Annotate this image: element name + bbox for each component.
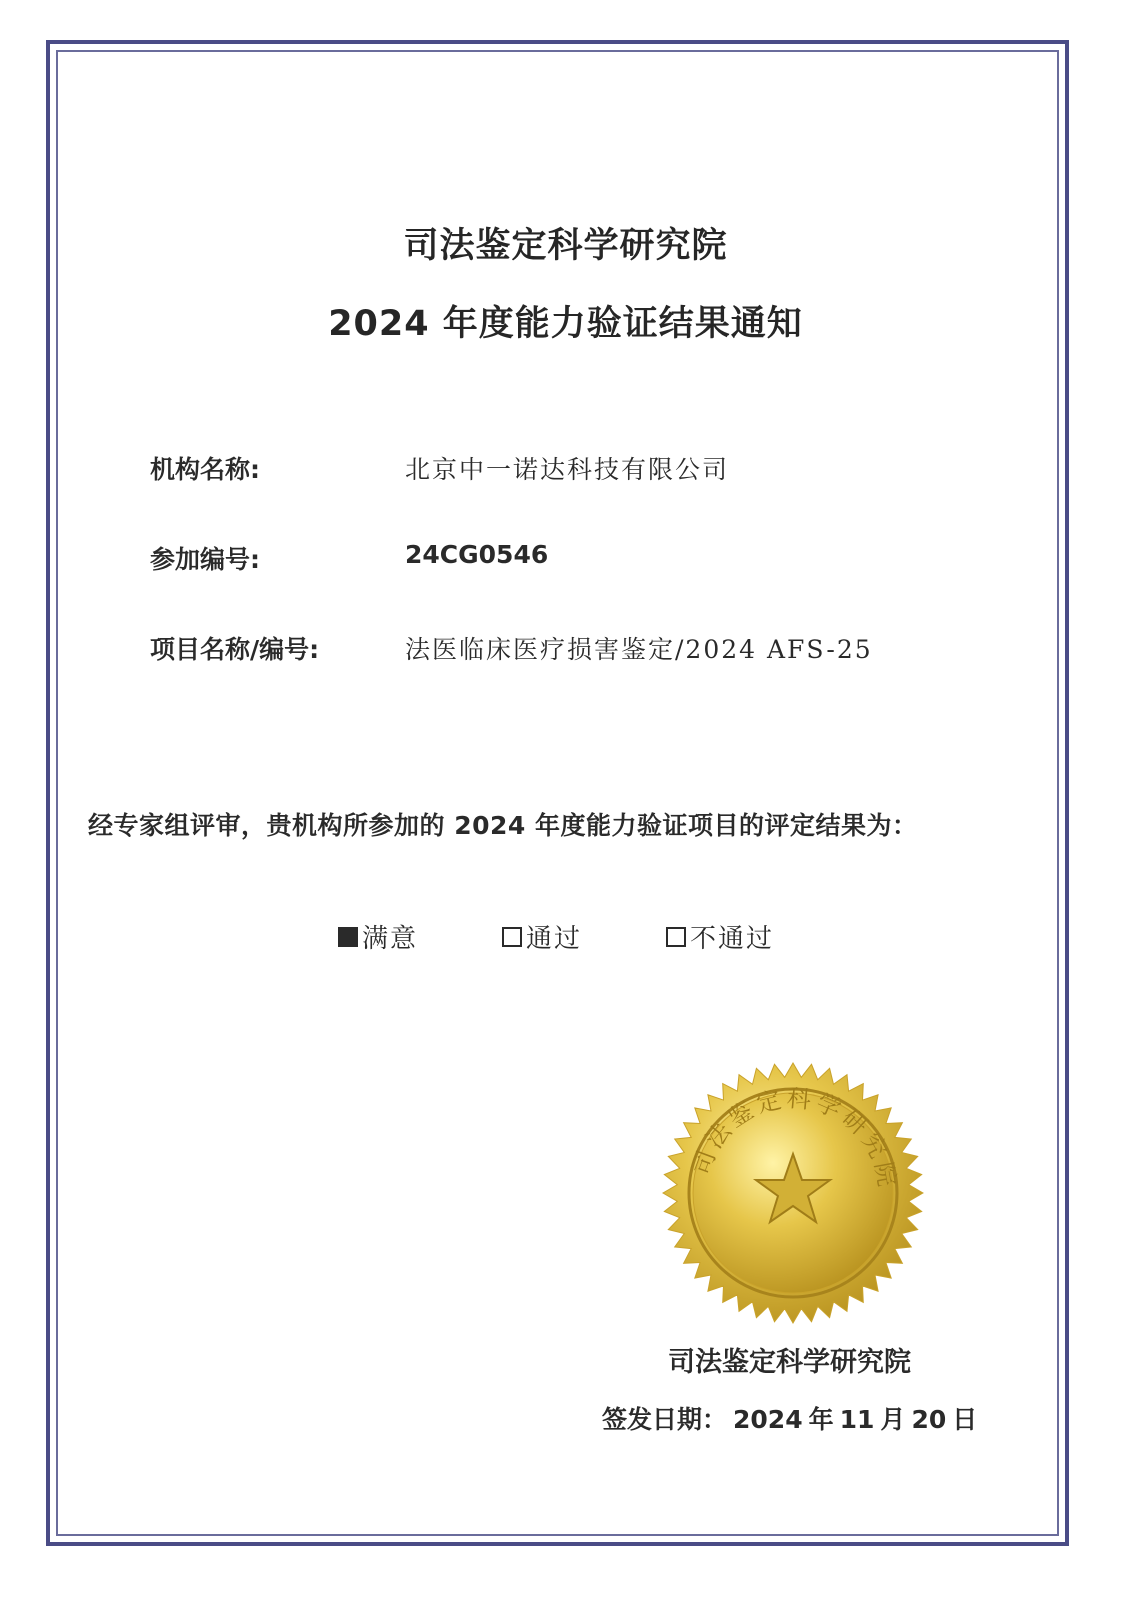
empty-box-icon — [666, 927, 686, 947]
project-label: 项目名称/编号: — [150, 635, 320, 664]
project-value: 法医临床医疗损害鉴定/2024 AFS-25 — [405, 635, 873, 664]
participant-id-value: 24CG0546 — [405, 540, 549, 569]
result-option-label: 满意 — [362, 924, 419, 954]
result-option-fail — [666, 918, 774, 955]
institute-title: 司法鉴定科学研究院 — [403, 226, 728, 266]
org-name-value: 北京中一诺达科技有限公司 — [405, 455, 730, 484]
checked-box-icon — [338, 927, 358, 947]
participant-id-label: 参加编号: — [150, 545, 260, 574]
result-option-pass — [502, 918, 582, 955]
date-day-unit: 日 — [952, 1405, 978, 1434]
date-month: 11 — [839, 1405, 875, 1434]
notice-title: 2024 年度能力验证结果通知 — [328, 304, 803, 344]
issue-date — [602, 1400, 977, 1436]
result-option-satisfactory — [338, 918, 418, 955]
date-year: 2024 — [733, 1405, 803, 1434]
seal-text: 司法鉴定科学研究院 — [686, 1084, 902, 1193]
date-month-unit: 月 — [880, 1405, 906, 1434]
result-option-label: 通过 — [526, 924, 583, 954]
date-day: 20 — [911, 1405, 947, 1434]
signer-name: 司法鉴定科学研究院 — [668, 1347, 911, 1378]
result-option-label: 不通过 — [690, 924, 775, 954]
gold-seal-icon — [662, 1062, 924, 1324]
empty-box-icon — [502, 927, 522, 947]
org-name-label: 机构名称: — [150, 455, 260, 484]
date-year-unit: 年 — [808, 1405, 834, 1434]
date-label: 签发日期： — [602, 1405, 728, 1434]
evaluation-statement: 经专家组评审，贵机构所参加的 2024 年度能力验证项目的评定结果为： — [88, 811, 918, 840]
